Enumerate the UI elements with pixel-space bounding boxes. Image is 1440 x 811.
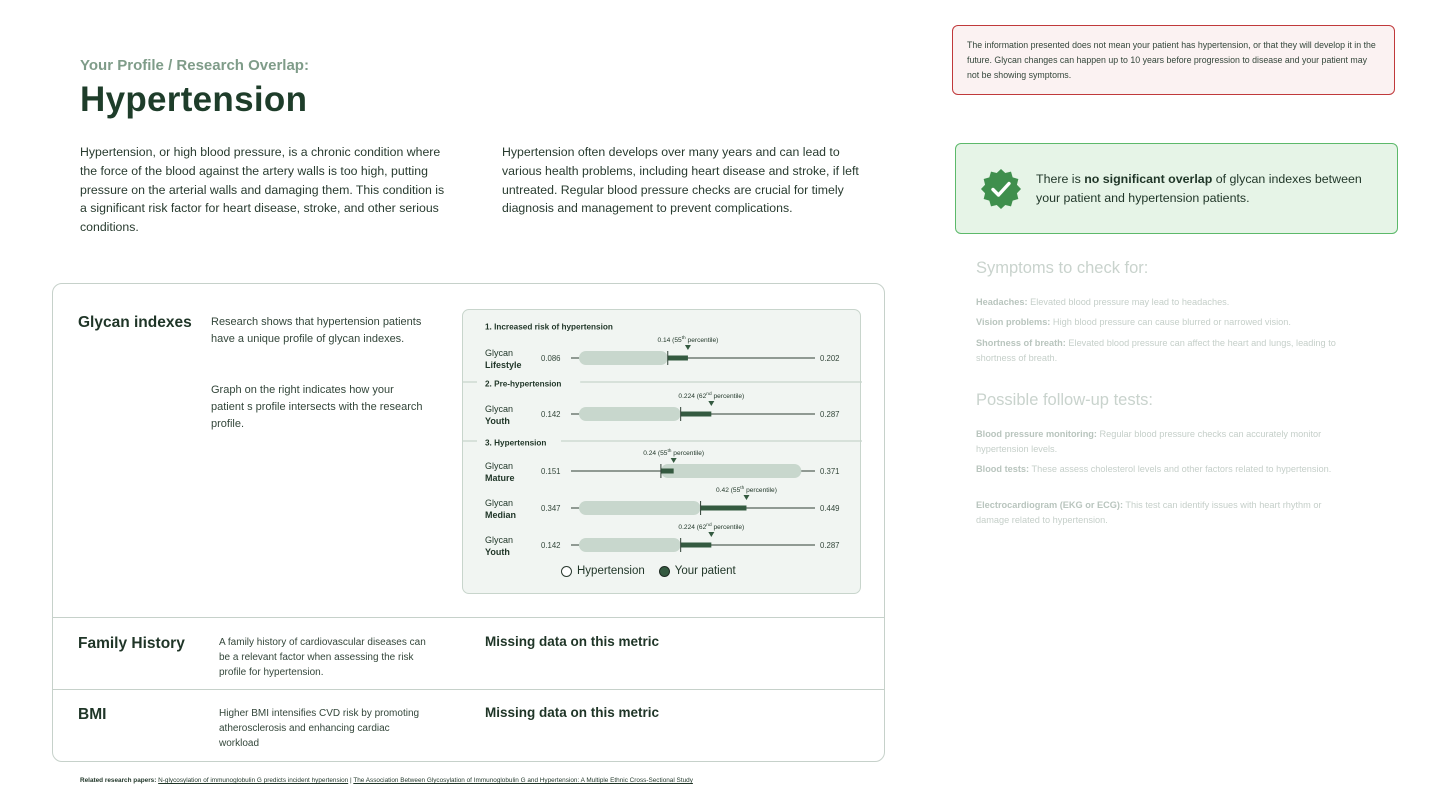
glycan-section-title: Glycan indexes xyxy=(78,314,192,331)
row-label-bold: Mature xyxy=(485,473,515,483)
patient-marker xyxy=(708,532,714,537)
intro-left: Hypertension, or high blood pressure, is a chronic condition where the force of the blood against the artery walls is too high, putting pressure on the arterial walls and damaging them. This condition is a significant risk factor for heart disease, stroke, and other serious conditions. xyxy=(80,145,445,235)
patient-value-label: 0.224 (62nd percentile) xyxy=(678,392,745,400)
family-history-desc: A family history of cardiovascular diseases can be a relevant factor when assessing the risk profile for hypertension. xyxy=(219,637,426,678)
row-label-bold: Median xyxy=(485,510,517,520)
hypertension-dot-icon xyxy=(561,566,572,577)
breadcrumb: Your Profile / Research Overlap: xyxy=(80,57,309,74)
row-divider xyxy=(53,617,884,618)
row-divider xyxy=(53,689,884,690)
followup-item: Blood pressure monitoring: Regular blood pressure checks can accurately monitor hypertension levels. xyxy=(976,429,1322,454)
symptom-item: Shortness of breath: Elevated blood pressure can affect the heart and lungs, leading to shortness of breath. xyxy=(976,338,1336,363)
symptoms-heading: Symptoms to check for: xyxy=(976,259,1149,277)
family-history-status: Missing data on this metric xyxy=(485,634,660,649)
chart-legend xyxy=(561,565,736,577)
patient-range-bar xyxy=(681,412,712,417)
glycan-chart-svg xyxy=(463,310,862,595)
patient-value-label: 0.42 (55th percentile) xyxy=(716,486,777,494)
patient-value-label: 0.14 (55th percentile) xyxy=(657,336,719,344)
patient-range-bar xyxy=(668,356,688,361)
patient-marker xyxy=(708,401,714,406)
patient-marker xyxy=(685,345,691,350)
bmi-title: BMI xyxy=(78,706,107,723)
glycan-chart xyxy=(462,309,861,594)
family-history-title: Family History xyxy=(78,635,185,652)
hypertension-range-bar xyxy=(661,464,801,478)
hypertension-range-bar xyxy=(579,407,681,421)
bmi-status: Missing data on this metric xyxy=(485,705,660,720)
related-papers-label: Related research papers: xyxy=(80,777,157,784)
overlap-result xyxy=(955,143,1398,234)
range-max: 0.287 xyxy=(820,410,840,419)
legend-hypertension xyxy=(561,565,645,577)
followup-item: Electrocardiogram (EKG or ECG): This test can identify issues with heart rhythm or damage related to hypertension. xyxy=(976,500,1322,525)
overlap-message: There is no significant overlap of glycan indexes between your patient and hypertension patients. xyxy=(1036,172,1362,205)
row-label: Glycan xyxy=(485,498,514,508)
legend-hypertension-label: Hypertension xyxy=(577,565,645,577)
glycan-desc-1: Research shows that hypertension patients have a unique profile of glycan indexes. xyxy=(211,316,422,345)
related-papers xyxy=(80,777,693,784)
overlap-emphasis: no significant overlap xyxy=(1084,172,1213,186)
patient-range-bar xyxy=(701,506,747,511)
check-badge-icon xyxy=(980,168,1022,210)
row-label: Glycan xyxy=(485,404,514,414)
patient-marker xyxy=(743,495,749,500)
followup-heading: Possible follow-up tests: xyxy=(976,391,1153,409)
row-label-bold: Lifestyle xyxy=(485,360,522,370)
hypertension-range-bar xyxy=(579,501,701,515)
range-min: 0.142 xyxy=(541,410,561,419)
patient-range-bar xyxy=(661,469,674,474)
glycan-desc-2: Graph on the right indicates how your patient s profile intersects with the research profile. xyxy=(211,384,423,430)
paper-link-2[interactable]: The Association Between Glycosylation of Immunoglobulin G and Hypertension: A Multiple Ethnic Cross-Sectional Study xyxy=(353,777,693,784)
intro-right: Hypertension often develops over many years and can lead to various health problems, including heart disease and stroke, if left untreated. Regular blood pressure checks are crucial for timely diagnosis and management to prevent complications. xyxy=(502,145,859,216)
hypertension-range-bar xyxy=(579,351,668,365)
patient-value-label: 0.24 (55th percentile) xyxy=(643,449,705,457)
range-min: 0.142 xyxy=(541,541,561,550)
range-min: 0.086 xyxy=(541,354,561,363)
group-heading: 2. Pre-hypertension xyxy=(485,379,562,389)
disclaimer-warning xyxy=(952,25,1395,95)
bmi-desc: Higher BMI intensifies CVD risk by promoting atherosclerosis and enhancing cardiac workload xyxy=(219,708,420,749)
row-label: Glycan xyxy=(485,348,514,358)
range-max: 0.202 xyxy=(820,354,840,363)
symptom-item: Vision problems: High blood pressure can cause blurred or narrowed vision. xyxy=(976,317,1291,327)
row-label-bold: Youth xyxy=(485,416,510,426)
range-min: 0.151 xyxy=(541,467,561,476)
symptom-item: Headaches: Elevated blood pressure may lead to headaches. xyxy=(976,297,1230,307)
patient-marker xyxy=(671,458,677,463)
group-heading: 1. Increased risk of hypertension xyxy=(485,322,613,332)
paper-link-1[interactable]: N-glycosylation of immunoglobulin G predicts incident hypertension xyxy=(158,777,349,784)
followup-item: Blood tests: These assess cholesterol levels and other factors related to hypertension. xyxy=(976,464,1332,474)
row-label: Glycan xyxy=(485,461,514,471)
page-title: Hypertension xyxy=(80,80,308,119)
range-min: 0.347 xyxy=(541,504,561,513)
legend-patient-label: Your patient xyxy=(674,565,736,577)
row-label-bold: Youth xyxy=(485,547,510,557)
paper-separator: | xyxy=(348,777,354,784)
range-max: 0.371 xyxy=(820,467,840,476)
hypertension-range-bar xyxy=(579,538,681,552)
patient-dot-icon xyxy=(659,566,670,577)
disclaimer-text: The information presented does not mean your patient has hypertension, or that they will develop it in the future. Glycan changes can happen up to 10 years before progression to disease and your patient may not be showing symptoms. xyxy=(967,40,1376,80)
range-max: 0.287 xyxy=(820,541,840,550)
group-heading: 3. Hypertension xyxy=(485,438,547,448)
patient-range-bar xyxy=(681,543,712,548)
row-label: Glycan xyxy=(485,535,514,545)
patient-value-label: 0.224 (62nd percentile) xyxy=(678,523,745,531)
range-max: 0.449 xyxy=(820,504,840,513)
research-card xyxy=(52,283,885,762)
legend-patient xyxy=(659,565,736,577)
